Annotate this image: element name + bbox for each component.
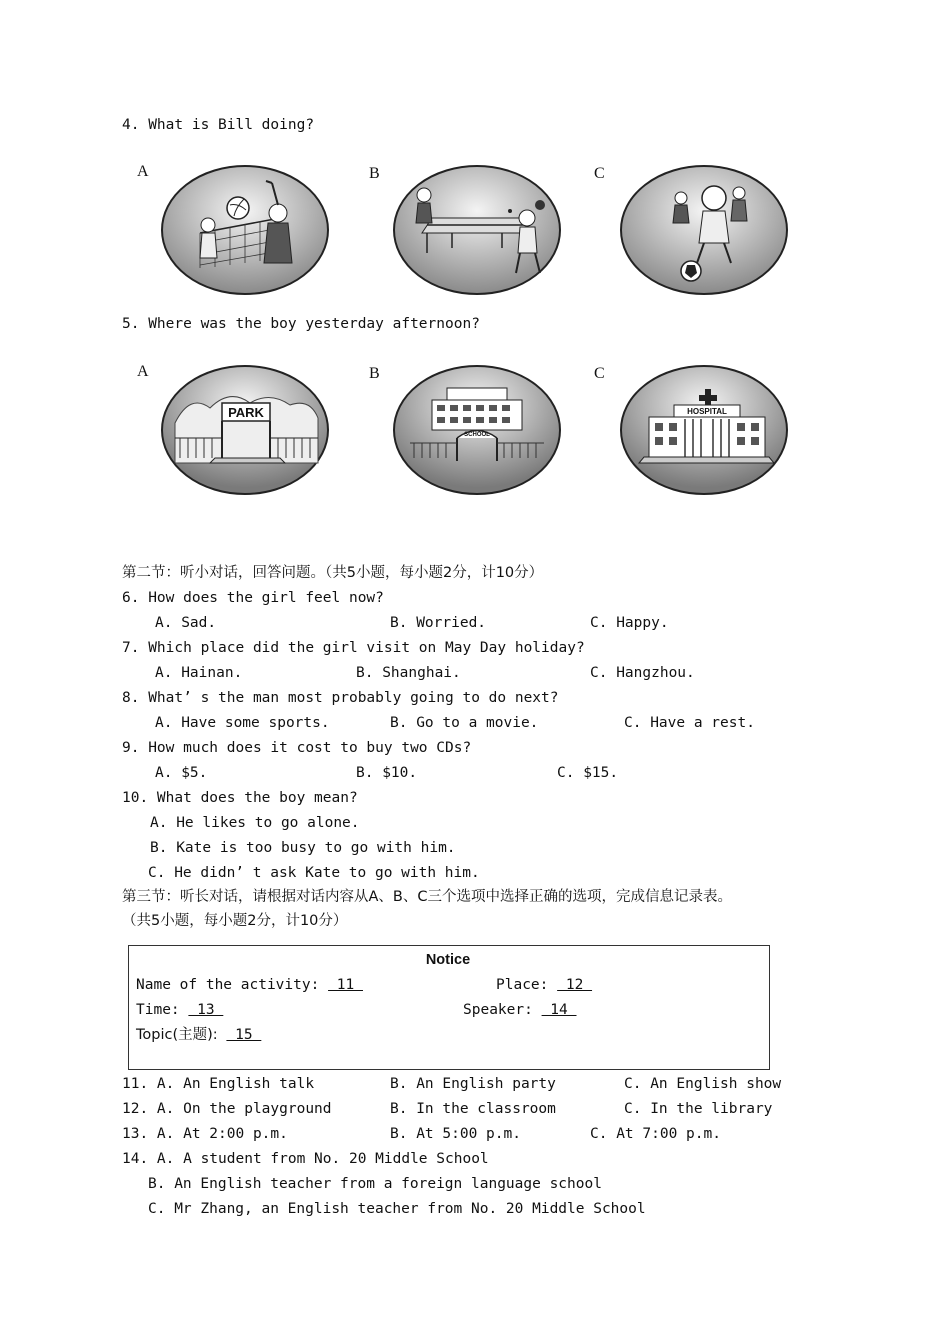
option-7c[interactable]: C. Hangzhou. [590,665,695,681]
park-sign: PARK [228,405,264,420]
option-8a[interactable]: A. Have some sports. [155,715,330,731]
notice-speaker [463,1001,577,1019]
option-6c[interactable]: C. Happy. [590,615,669,631]
option-14c[interactable]: C. Mr Zhang, an English teacher from No. 20 Middle School [148,1201,646,1217]
section-3-heading-points: （共5小题，每小题2分，计10分） [122,913,348,929]
blank-11[interactable]: 11 [328,977,363,993]
option-13a[interactable]: 13. A. At 2:00 p.m. [122,1126,288,1142]
option-11a[interactable]: 11. A. An English talk [122,1076,315,1092]
school-building-icon[interactable] [392,363,562,498]
option-10b[interactable]: B. Kate is too busy to go with him. [150,840,456,856]
option-8c[interactable]: C. Have a rest. [624,715,755,731]
table-tennis-players-icon[interactable] [392,163,562,298]
notice-activity-name [136,976,363,994]
option-14a[interactable]: 14. A. A student from No. 20 Middle School [122,1151,489,1167]
option-label-b: B [369,165,380,182]
football-players-icon[interactable] [619,163,789,298]
option-14b[interactable]: B. An English teacher from a foreign language school [148,1176,602,1192]
activity-name-label: Name of the activity: [136,977,320,993]
option-8b[interactable]: B. Go to a movie. [390,715,539,731]
question-6: 6. How does the girl feel now? [122,590,384,606]
option-12c[interactable]: C. In the library [624,1101,773,1117]
option-10c[interactable]: C. He didn’ t ask Kate to go with him. [148,865,480,881]
option-6a[interactable]: A. Sad. [155,615,217,631]
notice-place [496,976,592,994]
option-12a[interactable]: 12. A. On the playground [122,1101,332,1117]
option-9b[interactable]: B. $10. [356,765,418,781]
option-11c[interactable]: C. An English show [624,1076,782,1092]
option-label-c: C [594,365,605,382]
blank-14[interactable]: 14 [541,1002,577,1018]
park-gate-icon[interactable] [160,363,330,498]
option-13c[interactable]: C. At 7:00 p.m. [590,1126,721,1142]
question-8: 8. What’ s the man most probably going to do next? [122,690,559,706]
option-9a[interactable]: A. $5. [155,765,208,781]
option-7b[interactable]: B. Shanghai. [356,665,461,681]
option-12b[interactable]: B. In the classroom [390,1101,556,1117]
blank-15[interactable]: 15 [226,1027,262,1043]
place-label: Place: [496,977,549,993]
option-label-a: A [137,363,149,380]
question-5: 5. Where was the boy yesterday afternoon? [122,316,480,332]
topic-label: Topic(主题): [136,1027,218,1043]
volleyball-players-icon[interactable] [160,163,330,298]
question-4: 4. What is Bill doing? [122,117,315,133]
question-9: 9. How much does it cost to buy two CDs? [122,740,472,756]
hospital-sign: HOSPITAL [687,407,727,416]
notice-time [136,1001,223,1019]
question-7: 7. Which place did the girl visit on May Day holiday? [122,640,585,656]
option-label-a: A [137,163,149,180]
blank-13[interactable]: 13 [188,1002,224,1018]
notice-title: Notice [425,952,471,968]
blank-12[interactable]: 12 [557,977,593,993]
speaker-label: Speaker: [463,1002,533,1018]
hospital-building-icon[interactable] [619,363,789,498]
notice-topic [136,1026,261,1044]
school-sign: SCHOOL [464,432,490,438]
question-10: 10. What does the boy mean? [122,790,358,806]
section-2-heading: 第二节：听小对话，回答问题。（共5小题，每小题2分，计10分） [122,565,544,581]
option-10a[interactable]: A. He likes to go alone. [150,815,360,831]
option-6b[interactable]: B. Worried. [390,615,487,631]
option-label-c: C [594,165,605,182]
option-7a[interactable]: A. Hainan. [155,665,243,681]
section-3-heading: 第三节：听长对话，请根据对话内容从A、B、C三个选项中选择正确的选项，完成信息记录表。 [122,889,732,905]
option-label-b: B [369,365,380,382]
option-13b[interactable]: B. At 5:00 p.m. [390,1126,521,1142]
time-label: Time: [136,1002,180,1018]
option-11b[interactable]: B. An English party [390,1076,556,1092]
option-9c[interactable]: C. $15. [557,765,619,781]
